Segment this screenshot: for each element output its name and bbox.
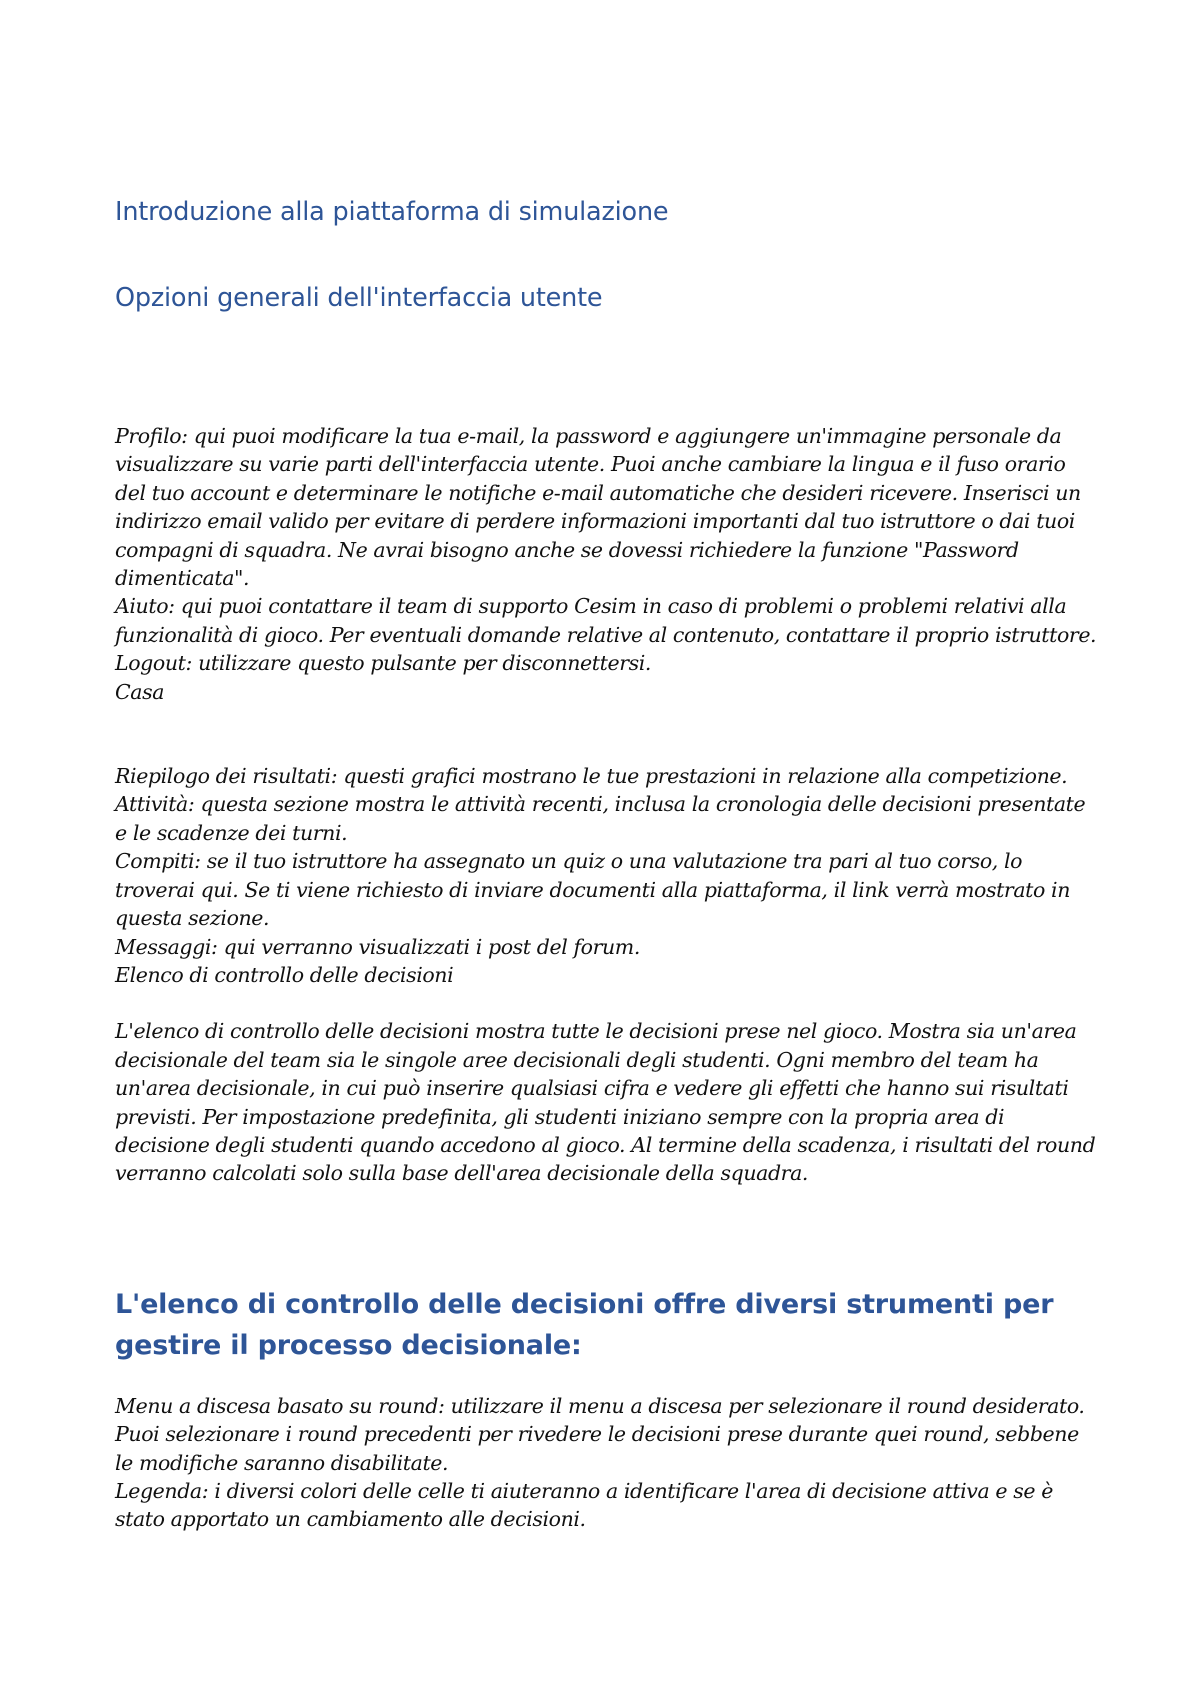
paragraph-casa: Casa xyxy=(115,679,165,704)
document-content xyxy=(115,196,1100,1534)
section-heading: L'elenco di controllo delle decisioni offre diversi strumenti per gestire il processo decisionale: xyxy=(115,1288,1054,1361)
paragraph-attivita: Attività: questa sezione mostra le attività recenti, inclusa la cronologia delle decisioni presentate e le scadenze dei turni. xyxy=(115,792,1086,845)
paragraph-messaggi: Messaggi: qui verranno visualizzati i post del forum. xyxy=(115,934,640,959)
paragraph-aiuto: Aiuto: qui puoi contattare il team di supporto Cesim in caso di problemi o problemi relativi alla funzionalità di gioco. Per eventuali domande relative al contenuto, contattare il proprio istruttore. xyxy=(115,594,1097,647)
interface-options-block xyxy=(115,422,1100,706)
paragraph-logout: Logout: utilizzare questo pulsante per disconnettersi. xyxy=(115,651,651,676)
paragraph-legenda: Legenda: i diversi colori delle celle ti aiuteranno a identificare l'area di decisione attiva e se è stato apportato un cambiamento alle decisioni. xyxy=(115,1478,1053,1532)
tools-block xyxy=(115,1392,1100,1534)
document-subtitle: Opzioni generali dell'interfaccia utente xyxy=(115,283,603,313)
paragraph-riepilogo: Riepilogo dei risultati: questi grafici mostrano le tue prestazioni in relazione alla competizione. xyxy=(115,764,1068,789)
paragraph-decision-checklist: L'elenco di controllo delle decisioni mostra tutte le decisioni prese nel gioco. Mostra sia un'area decisionale del team sia le singole aree decisionali degli studenti. Ogni membro del team ha un'area decisionale, in cui può inserire qualsiasi cifra e vedere gli effetti che hanno sui risultati previsti. Per impostazione predefinita, gli studenti iniziano sempre con la propria area di decisione degli studenti quando accedono al gioco. Al termine della scadenza, i risultati del round verranno calcolati solo sulla base dell'area decisionale della squadra. xyxy=(115,1019,1096,1186)
paragraph-compiti: Compiti: se il tuo istruttore ha assegnato un quiz o una valutazione tra pari al tuo corso, lo troverai qui. Se ti viene richiesto di inviare documenti alla piattaforma, il link verrà mostrato in questa sezione. xyxy=(115,849,1071,931)
paragraph-profilo: Profilo: qui puoi modificare la tua e-mail, la password e aggiungere un'immagine personale da visualizzare su varie parti dell'interfaccia utente. Puoi anche cambiare la lingua e il fuso orario del tuo account e determinare le notifiche e-mail automatiche che desideri ricevere. Inserisci un indirizzo email valido per evitare di perdere informazioni importanti dal tuo istruttore o dai tuoi compagni di squadra. Ne avrai bisogno anche se dovessi richiedere la funzione "Password dimenticata". xyxy=(115,424,1081,591)
paragraph-menu-round: Menu a discesa basato su round: utilizzare il menu a discesa per selezionare il round desiderato. Puoi selezionare i round precedenti per rivedere le decisioni prese durante quei round, sebbene le modifiche saranno disabilitate. xyxy=(115,1393,1085,1475)
document-title: Introduzione alla piattaforma di simulazione xyxy=(115,197,669,227)
paragraph-elenco: Elenco di controllo delle decisioni xyxy=(115,962,454,987)
decision-checklist-block xyxy=(115,1017,1100,1187)
home-sections-block xyxy=(115,762,1100,989)
